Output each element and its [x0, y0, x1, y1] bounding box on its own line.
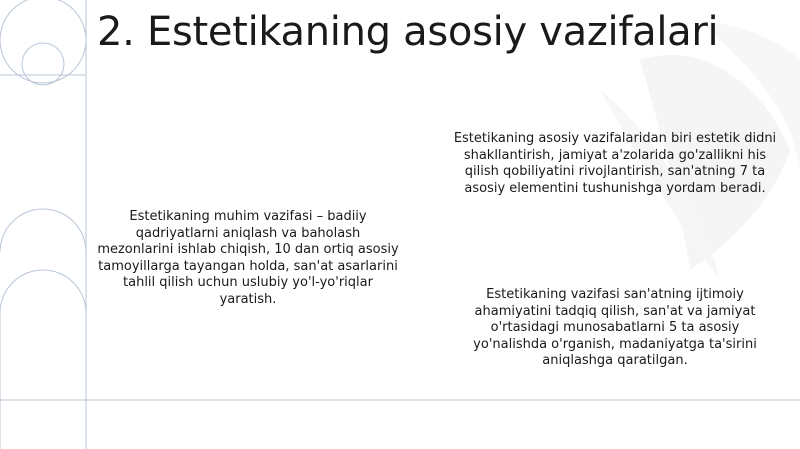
- decor-circle-large-top: [0, 0, 86, 83]
- slide-title: 2. Estetikaning asosiy vazifalari: [97, 9, 719, 55]
- left-text-block: Estetikaning muhim vazifasi – badiiy qadriyatlarni aniqlash va baholash mezonlarini ishlab chiqish, 10 dan ortiq asosiy tamoyillarga tayangan holda, san'at asarlarini tahlil qilish uchun uslubiy yo'l-yo'riqlar yaratish.: [97, 209, 399, 307]
- right-top-text-block: Estetikaning asosiy vazifalaridan biri estetik didni shakllantirish, jamiyat a'zolarida go'zallikni his qilish qobiliyatini rivojlantirish, san'atning 7 ta asosiy elementini tushunishga yordam beradi.: [453, 131, 777, 196]
- right-bottom-text-block: Estetikaning vazifasi san'atning ijtimoiy ahamiyatini tadqiq qilish, san'at va jamiyat o'rtasidagi munosabatlarni 5 ta asosiy yo'nalishda o'rganish, madaniyatga ta'sirini aniqlashga qaratilgan.: [473, 287, 757, 368]
- decor-arch-upper: [0, 209, 86, 252]
- decor-circle-small-top: [22, 43, 64, 85]
- decor-arch-lower: [0, 270, 86, 313]
